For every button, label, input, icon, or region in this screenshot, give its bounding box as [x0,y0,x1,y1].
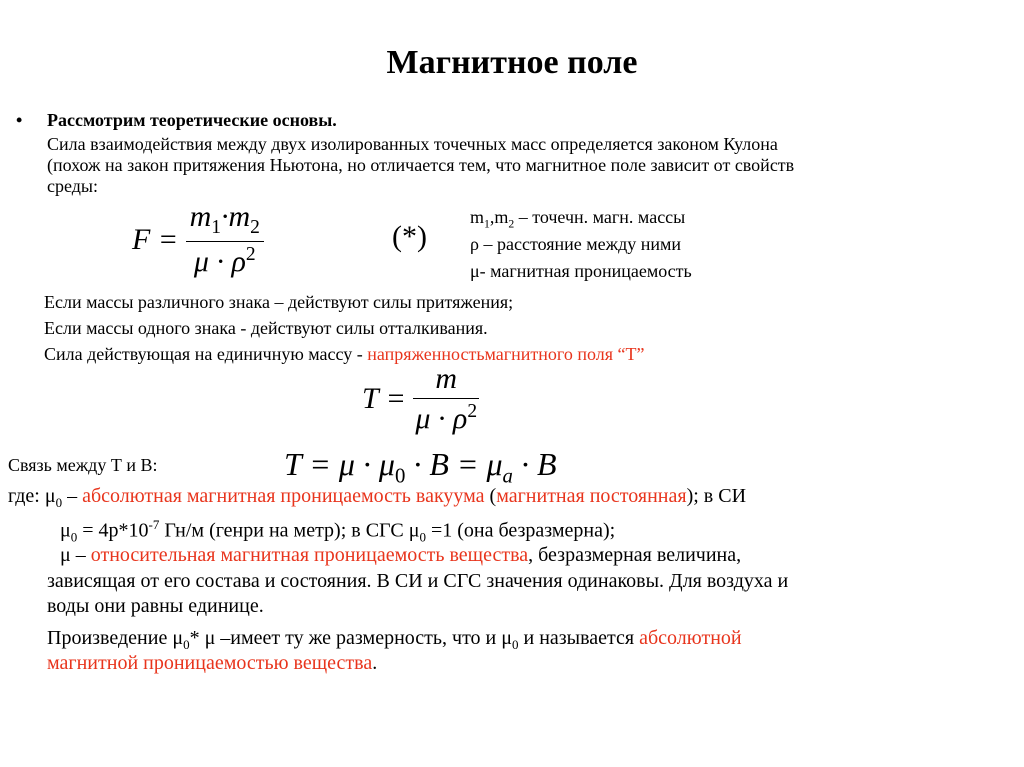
formula-fraction [186,200,264,279]
formula-coulomb [132,200,264,279]
mu-relative-line: μ – относительная магнитная проницаемость вещества, безразмерная величина, [60,544,742,566]
field-strength-term: напряженностьмагнитного поля “Т” [367,344,645,364]
formula-numerator: $m_1\cdot m_2$ [186,200,264,242]
legend-permeability: μ- магнитная проницаемость [470,261,692,281]
product-line2: магнитной проницаемостью вещества. [47,652,378,674]
formula-lhs: F = [132,222,179,256]
page-title: Магнитное поле [386,44,638,81]
unit-force-line: Сила действующая на единичную массу - напряженностьмагнитного поля “Т” [44,344,645,364]
legend-masses: $m_1,m_2$ – точечн. магн. массы [470,207,686,231]
formula-relation: $T = \mu \cdot \mu_0 \cdot B = \mu_a \cdot B$ [284,446,557,488]
mu-relative-line2: зависящая от его состава и состояния. В СИ и СГС значения одинаковы. Для воздуха и [47,570,789,592]
intro-heading: Рассмотрим теоретические основы. [47,110,337,130]
bullet-marker: • [16,110,23,130]
intro-line: Сила взаимодействия между двух изолированных точечных масс определяется законом Кулона [47,134,778,154]
rule-attraction: Если массы различного знака – действуют силы притяжения; [44,292,514,312]
intro-line: среды: [47,176,98,196]
formula-label: (*) [392,220,427,253]
formula-field-strength: T = $\frac{m}{\mu \cdot \rho^2}$ [362,362,478,435]
mu0-value-line: $\mu_0 = 4p*10^{-7}$ Гн/м (генри на метр); в СГС $\mu_0 =1$ (она безразмерна); [60,517,616,545]
intro-line: (похож на закон притяжения Ньютона, но отличается тем, что магнитное поле зависит от свойств [47,155,795,175]
mu-relative-line3: воды они равны единице. [47,595,264,617]
legend-distance: ρ – расстояние между ними [470,234,682,254]
product-line: Произведение $\mu_0*$ μ –имеет ту же размерность, что и $\mu_0$ и называется абсолютной [47,627,742,652]
formula-denominator: $\mu \cdot \rho^2$ [193,244,256,278]
relation-label: Связь между Т и В: [8,455,158,475]
rule-repulsion: Если массы одного знака - действуют силы отталкивания. [44,318,488,338]
where-line: где: $\mu_0$ – абсолютная магнитная проницаемость вакуума (магнитная постоянная); в СИ [8,485,747,510]
